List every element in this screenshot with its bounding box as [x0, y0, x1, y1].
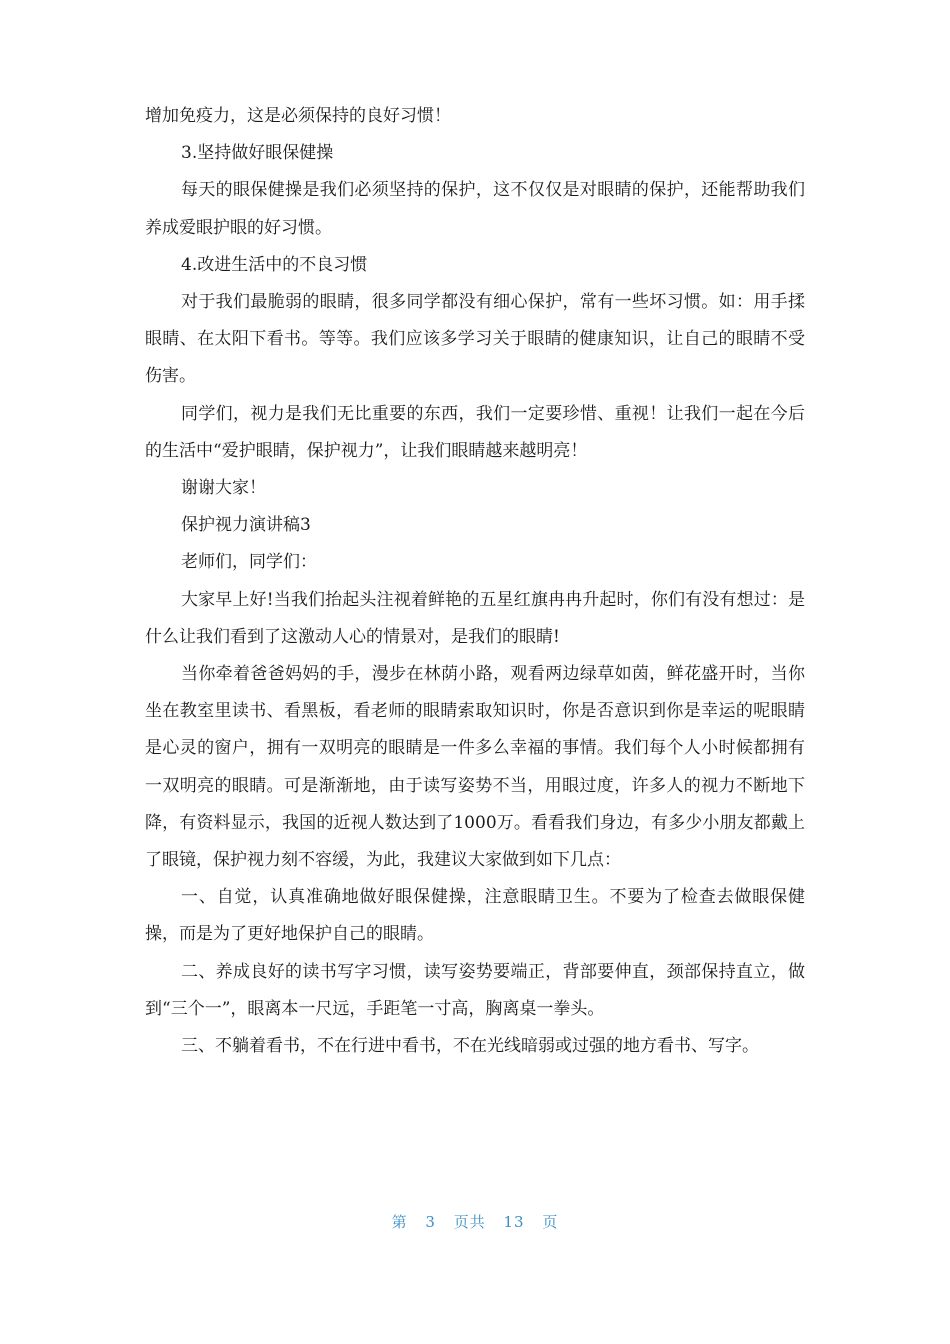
- paragraph: 同学们，视力是我们无比重要的东西，我们一定要珍惜、重视！让我们一起在今后的生活中“爱护眼睛，保护视力”，让我们眼睛越来越明亮！: [145, 403, 805, 461]
- paragraph: 当你牵着爸爸妈妈的手，漫步在林荫小路，观看两边绿草如茵，鲜花盛开时，当你坐在教室里读书、看黑板，看老师的眼睛索取知识时，你是否意识到你是幸运的呢眼睛是心灵的窗户，拥有一双明亮的眼睛是一件多么幸福的事情。我们每个人小时候都拥有一双明亮的眼睛。可是渐渐地，由于读写姿势不当，用眼过度，许多人的视力不断地下降，有资料显示，我国的近视人数达到了1000万。看看我们身边，有多少小朋友都戴上了眼镜，保护视力刻不容缓，为此，我建议大家做到如下几点：: [145, 664, 805, 871]
- list-item: 三、不躺着看书，不在行进中看书，不在光线暗弱或过强的地方看书、写字。: [181, 1036, 759, 1057]
- paragraph: 对于我们最脆弱的眼睛，很多同学都没有细心保护，常有一些坏习惯。如：用手揉眼睛、在太阳下看书。等等。我们应该多学习关于眼睛的健康知识，让自己的眼睛不受伤害。: [145, 292, 805, 387]
- paragraph: 谢谢大家！: [181, 478, 266, 499]
- page-footer: [0, 1211, 950, 1232]
- section-heading: 4.改进生活中的不良习惯: [181, 254, 368, 275]
- footer-current-page: 3: [425, 1213, 436, 1231]
- footer-suffix: 页: [542, 1213, 559, 1231]
- list-item: 一、自觉，认真准确地做好眼保健操，注意眼睛卫生。不要为了检查去做眼保健操，而是为了更好地保护自己的眼睛。: [145, 887, 805, 945]
- footer-middle: 页共: [453, 1213, 486, 1231]
- paragraph: 每天的眼保健操是我们必须坚持的保护，这不仅仅是对眼睛的保护，还能帮助我们养成爱眼护眼的好习惯。: [145, 180, 805, 238]
- salutation: 老师们，同学们：: [181, 552, 317, 573]
- list-item: 二、养成良好的读书写字习惯，读写姿势要端正，背部要伸直，颈部保持直立，做到“三个一”，眼离本一尺远，手距笔一寸高，胸离桌一拳头。: [145, 961, 805, 1019]
- section-heading: 3.坚持做好眼保健操: [181, 143, 334, 164]
- footer-total-pages: 13: [503, 1213, 525, 1231]
- paragraph: 大家早上好!当我们抬起头注视着鲜艳的五星红旗冉冉升起时，你们有没有想过：是什么让我们看到了这激动人心的情景对，是我们的眼睛!: [145, 589, 805, 647]
- paragraph: 增加免疫力，这是必须保持的良好习惯！: [145, 106, 451, 126]
- document-body: [145, 98, 805, 1065]
- footer-prefix: 第: [391, 1213, 408, 1231]
- speech-title: 保护视力演讲稿3: [181, 515, 311, 536]
